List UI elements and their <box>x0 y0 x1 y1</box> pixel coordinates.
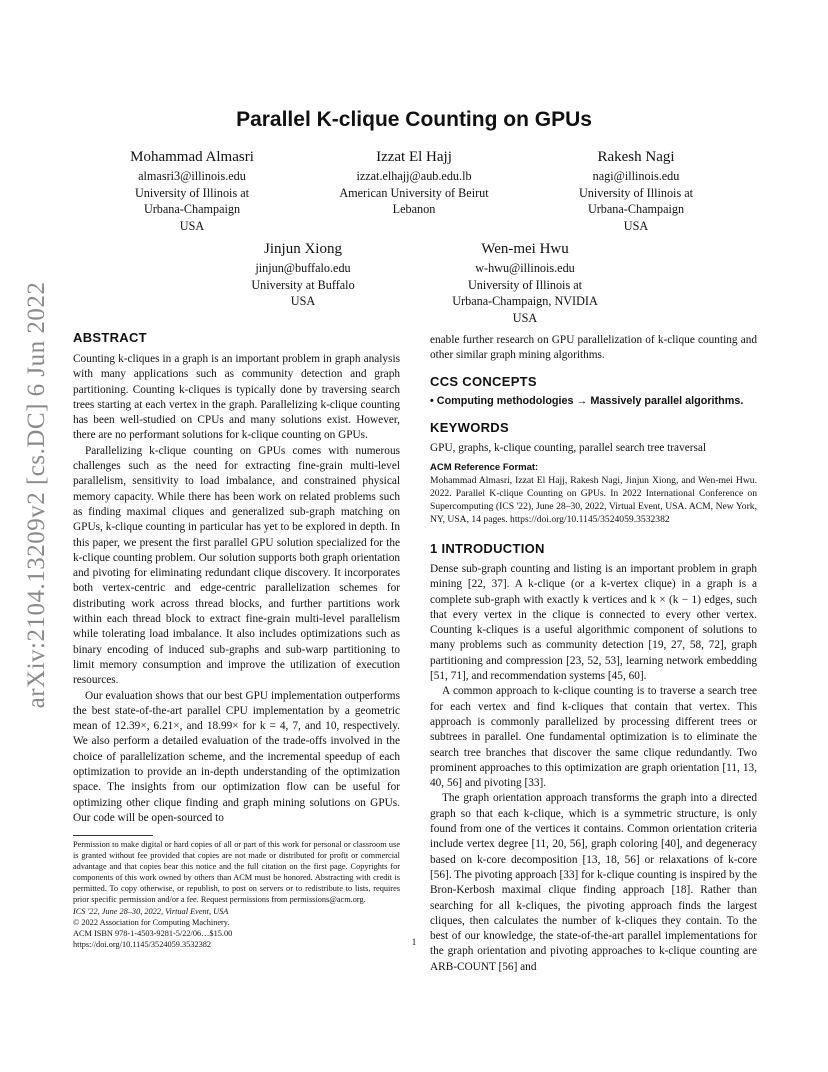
author-country: USA <box>179 218 205 233</box>
permission-block <box>73 839 400 950</box>
author-affiliation: University of Illinois at <box>578 185 694 200</box>
author-name: Mohammad Almasri <box>130 149 254 165</box>
footnote-divider <box>73 835 153 836</box>
author-email: nagi@illinois.edu <box>592 169 680 183</box>
author-email: jinjun@buffalo.edu <box>255 261 351 275</box>
paper-title: Parallel K-clique Counting on GPUs <box>236 108 592 131</box>
copyright-line: © 2022 Association for Computing Machinery. <box>73 917 230 927</box>
author-affiliation: Urbana-Champaign <box>143 202 241 216</box>
author-block <box>304 147 524 218</box>
author-email: almasri3@illinois.edu <box>138 169 246 183</box>
abstract-heading: ABSTRACT <box>73 330 147 345</box>
author-country: USA <box>290 294 316 308</box>
author-affiliation: Urbana-Champaign, NVIDIA <box>452 294 598 308</box>
acm-reference-text: Mohammad Almasri, Izzat El Hajj, Rakesh Nagi, Jinjun Xiong, and Wen-mei Hwu. 2022. Parallel K-clique Counting on GPUs. In 2022 International Conference on Supercomputing (ICS '22), June 28–30, 2022, Virtual Event, USA. ACM, New York, NY, USA, 14 pages. https://doi.org/10.1145/3524059.3532382 <box>430 475 757 525</box>
keywords-text: GPU, graphs, k-clique counting, parallel search tree traversal <box>430 442 707 454</box>
arxiv-identifier: arXiv:2104.13209v2 [cs.DC] 6 Jun 2022 <box>23 281 50 709</box>
author-email: izzat.elhajj@aub.edu.lb <box>356 169 472 183</box>
author-block <box>82 147 302 234</box>
author-affiliation: University of Illinois at <box>467 277 583 292</box>
introduction-heading: 1 INTRODUCTION <box>430 541 545 556</box>
author-country: USA <box>623 218 649 233</box>
author-country: USA <box>512 310 538 325</box>
intro-paragraph: Dense sub-graph counting and listing is an important problem in graph mining [22, 37]. A k-clique (or a k-vertex clique) in a graph is a complete sub-graph with exactly k vertices and k × (k − 1) edges, such that every vertex in the clique is connected to every other vertex. Counting k-cliques is a useful algorithmic component of solutions to many problems such as community detection [19, 27, 58, 72], graph partitioning and compression [23, 52, 53], learning network embedding [51, 71], and recommendation systems [45, 60]. <box>430 563 757 683</box>
abstract-continuation-block <box>430 333 757 364</box>
abstract-paragraph: Counting k-cliques in a graph is an important problem in graph analysis with many applications such as community detection and graph partitioning. Counting k-cliques is typically done by traversing search trees starting at each vertex in the graph. Parallelizing k-clique counting has been well-studied on CPUs and many solutions exist. However, there are no performant solutions for k-clique counting on GPUs. <box>73 353 400 442</box>
author-name: Izzat El Hajj <box>376 149 452 165</box>
author-country: Lebanon <box>392 202 436 216</box>
author-name: Jinjun Xiong <box>264 241 342 257</box>
arxiv-sidebar <box>14 280 60 710</box>
author-name: Rakesh Nagi <box>597 149 675 165</box>
doi-line: https://doi.org/10.1145/3524059.3532382 <box>73 939 212 949</box>
isbn-line: ACM ISBN 978-1-4503-9281-5/22/06…$15.00 <box>73 928 233 938</box>
abstract-paragraph: Parallelizing k-clique counting on GPUs comes with numerous challenges such as the need for extracting fine-grain multi-level parallelism, sensitivity to load imbalance, and constrained physical memory capacity. While there has been work on related problems such as finding maximal cliques and generalized sub-graph matching on GPUs, k-clique counting in particular has yet to be explored in depth. In this paper, we present the first parallel GPU solution specialized for the k-clique counting problem. Our solution supports both graph orientation and pivoting for eliminating redundant clique discovery. It incorporates both vertex-centric and edge-centric parallelization schemes for distributing work across thread blocks, and further partitions work within each thread block to extract fine-grain multi-level parallelism while tolerating load imbalance. It also includes optimizations such as binary encoding of induced sub-graphs and sub-warp partitioning to limit memory consumption and improve the utilization of execution resources. <box>73 444 400 687</box>
ccs-concepts-text: • Computing methodologies → Massively parallel algorithms. <box>430 395 744 407</box>
intro-paragraph: The graph orientation approach transforms the graph into a directed graph so that each k-clique, which is a symmetric structure, is only found from one of the vertices it contains. Common orientation criteria include vertex degree [11, 20, 56], graph coloring [40], and degeneracy based on k-core decomposition [13, 18, 56] or relaxations of k-core [56]. The pivoting approach [33] for k-clique counting is inspired by the Bron-Kerbosh maximal clique finding approach [18]. Rather than searching for all k-cliques, the pivoting approach finds the largest cliques, then calculates the number of k-cliques they contain. To the best of our knowledge, the state-of-the-art parallel implementations for the graph orientation and pivoting approaches to k-clique counting are ARB-COUNT [56] and <box>430 792 757 973</box>
author-block <box>415 239 635 326</box>
abstract-paragraph: Our evaluation shows that our best GPU implementation outperforms the best state-of-the-art parallel CPU implementation by a geometric mean of 12.39×, 6.21×, and 18.99× for k = 4, 7, and 10, respectively. We also perform a detailed evaluation of the trade-offs involved in the choice of parallelization scheme, and the incremental speedup of each optimization to provide an in-depth understanding of the optimization space. The insights from our optimization flow can be useful for optimizing other clique finding and graph mining solutions on GPUs. Our code will be open-sourced to <box>73 689 400 824</box>
author-name: Wen-mei Hwu <box>481 241 569 257</box>
page-number: 1 <box>411 938 417 948</box>
author-affiliation: American University of Beirut <box>339 185 489 200</box>
conference-venue: ICS '22, June 28–30, 2022, Virtual Event, USA <box>73 906 229 916</box>
keywords-heading: KEYWORDS <box>430 420 509 435</box>
author-block <box>193 239 413 310</box>
introduction-body <box>430 562 757 975</box>
ccs-heading: CCS CONCEPTS <box>430 374 537 389</box>
author-affiliation: University at Buffalo <box>251 277 355 292</box>
author-affiliation: University of Illinois at <box>134 185 250 200</box>
author-affiliation: Urbana-Champaign <box>587 202 685 216</box>
intro-paragraph: A common approach to k-clique counting is to traverse a search tree for each vertex and find k-cliques that contain that vertex. This approach is commonly parallelized by processing different trees or subtrees in parallel. One fundamental optimization is to eliminate the search tree branches that discover the same clique redundantly. Two prominent approaches to this optimization are graph orientation [11, 13, 40, 56] and pivoting [33]. <box>430 685 757 790</box>
author-block <box>526 147 746 234</box>
author-email: w-hwu@illinois.edu <box>475 261 575 275</box>
abstract-body <box>73 352 400 826</box>
abstract-continuation: enable further research on GPU parallelization of k-clique counting and other similar graph mining algorithms. <box>430 334 757 362</box>
permission-notice: Permission to make digital or hard copies of all or part of this work for personal or classroom use is granted without fee provided that copies are not made or distributed for profit or commercial advantage and that copies bear this notice and the full citation on the first page. Copyrights for components of this work owned by others than ACM must be honored. Abstracting with credit is permitted. To copy otherwise, or republish, to post on servers or to redistribute to lists, requires prior specific permission and/or a fee. Request permissions from permissions@acm.org. <box>73 840 400 905</box>
acm-reference-heading: ACM Reference Format: <box>430 462 539 473</box>
